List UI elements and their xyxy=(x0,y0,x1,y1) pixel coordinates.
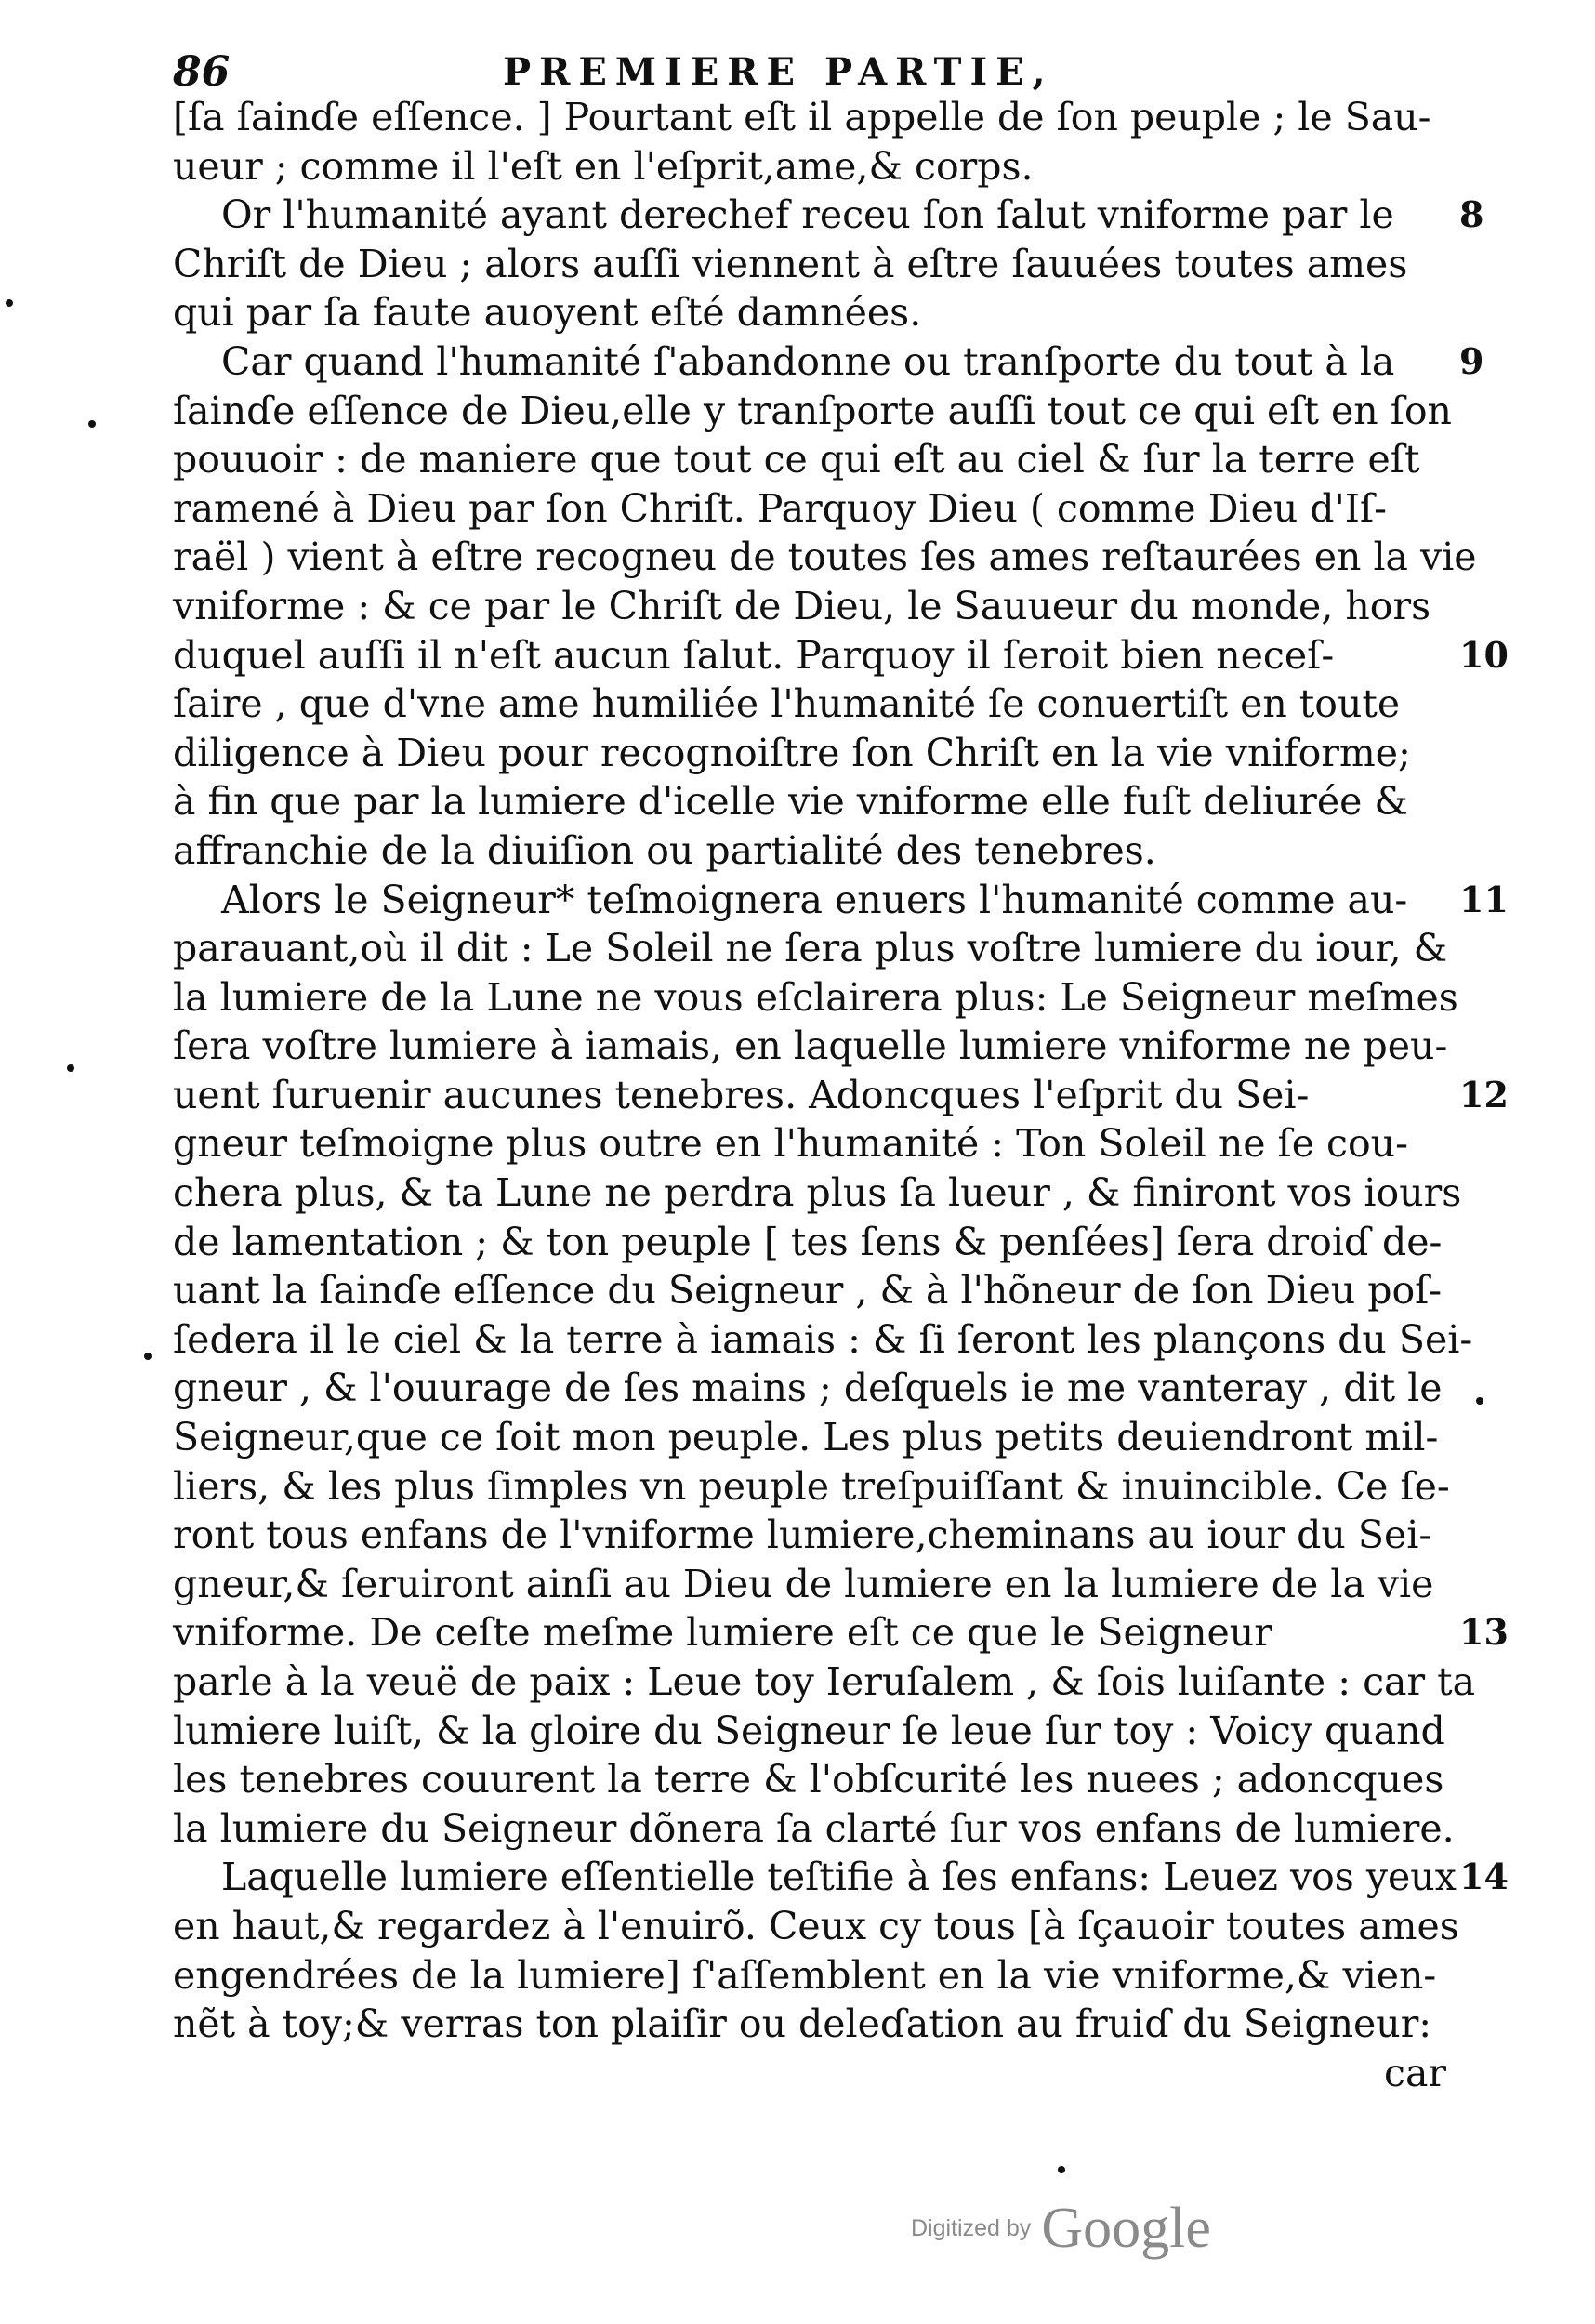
line-text: raël ) vient à eſtre recogneu de toutes ſes ames reſtaurées en la vie xyxy=(173,535,1477,580)
line-text: [ſa ſainɗe eſſence. ] Pourtant eſt il appelle de ſon peuple ; le Sau- xyxy=(173,95,1431,139)
text-line xyxy=(173,924,1446,973)
line-text: ront tous enfans de l'vniforme lumiere,cheminans au iour du Sei- xyxy=(173,1512,1432,1558)
line-text: ſaire , que d'vne ame humiliée l'humanité ſe conuertiſt en toute xyxy=(173,681,1401,727)
text-line xyxy=(173,1560,1446,1609)
text-line xyxy=(173,2000,1446,2049)
line-text: les tenebres couurent la terre & l'obſcurité les nuees ; adoncques xyxy=(173,1757,1444,1802)
line-text: liers, & les plus ſimples vn peuple treſpuiſſant & inuincible. Ce ſe- xyxy=(173,1463,1450,1509)
line-text: de lamentation ; & ton peuple [ tes ſens & penſées] ſera droiɗ de- xyxy=(173,1219,1443,1264)
scan-speck xyxy=(6,299,13,307)
line-text: la lumiere du Seigneur dõnera ſa clarté ſur vos enfans de lumiere. xyxy=(173,1805,1455,1851)
verse-number: 9 xyxy=(1459,339,1484,382)
text-line xyxy=(173,1169,1462,1218)
line-text: Chriſt de Dieu ; alors auſſi viennent à eſtre ſauuées toutes ames xyxy=(173,241,1408,286)
line-text: gneur teſmoigne plus outre en l'humanité : Ton Soleil ne ſe cou- xyxy=(173,1121,1408,1167)
text-line xyxy=(173,288,1446,337)
line-text: la lumiere de la Lune ne vous eſclairera plus: Le Seigneur meſmes xyxy=(173,974,1458,1020)
text-line xyxy=(173,1657,1476,1707)
text-line xyxy=(173,729,1446,778)
text-line xyxy=(173,631,1509,680)
text-line xyxy=(173,826,1446,876)
text-line xyxy=(173,1071,1509,1120)
line-text: Seigneur,que ce ſoit mon peuple. Les plus petits deuiendront mil- xyxy=(173,1415,1439,1460)
text-line xyxy=(173,1462,1450,1512)
text-line xyxy=(173,337,1484,387)
verse-number: 10 xyxy=(1459,633,1509,676)
text-line xyxy=(173,1315,1473,1365)
line-text: parauant,où il dit : Le Soleil ne ſera plus voſtre lumiere du iour, & xyxy=(173,926,1448,971)
text-line xyxy=(173,1853,1509,1902)
line-text: qui par ſa faute auoyent eſté damnées. xyxy=(173,290,922,336)
text-line xyxy=(173,387,1452,436)
line-text: pouuoir : de maniere que tout ce qui eſt au ciel & ſur la terre eſt xyxy=(173,437,1420,482)
line-text: ueur ; comme il l'eſt en l'eſprit,ame,& corps. xyxy=(173,143,1034,189)
line-text: diligence à Dieu pour recognoiſtre ſon Chriſt en la vie vniforme; xyxy=(173,730,1411,775)
line-text: ſedera il le ciel & la terre à iamais : & ſi ſeront les plançons du Sei- xyxy=(173,1316,1473,1362)
line-text: à fin que par la lumiere d'icelle vie vniforme elle fuſt deliurée & xyxy=(173,779,1408,825)
line-text: vniforme : & ce par le Chriſt de Dieu, le Sauueur du monde, hors xyxy=(173,583,1431,628)
text-line xyxy=(173,484,1446,534)
text-line xyxy=(173,240,1446,289)
line-text: nẽt à toy;& verras ton plaiſir ou deleɗation au fruiɗ du Seigneur: xyxy=(173,2001,1432,2047)
line-text: parle à la veuë de paix : Leue toy Ieruſalem , & ſois luiſante : car ta xyxy=(173,1659,1476,1704)
line-text: chera plus, & ta Lune ne perdra plus ſa lueur , & finiront vos iours xyxy=(173,1170,1462,1216)
line-text: ſera voſtre lumiere à iamais, en laquelle lumiere vniforme ne peu- xyxy=(173,1023,1448,1069)
text-line xyxy=(173,1707,1446,1756)
text-line xyxy=(173,1608,1509,1657)
verse-number: 11 xyxy=(1459,878,1509,920)
scan-speck xyxy=(1058,2166,1065,2173)
text-line xyxy=(173,1804,1455,1854)
text-line xyxy=(173,1413,1446,1462)
text-line xyxy=(173,876,1509,925)
verse-number: 12 xyxy=(1459,1073,1509,1116)
line-text: affranchie de la diuiſion ou partialité des tenebres. xyxy=(173,827,1156,873)
text-line xyxy=(173,1902,1459,1951)
verse-number: 13 xyxy=(1459,1611,1509,1654)
verse-number: 8 xyxy=(1459,193,1484,236)
line-text: gneur , & l'ouurage de ſes mains ; deſquels ie me vanteray , dit le xyxy=(173,1366,1443,1411)
text-line xyxy=(173,435,1446,484)
text-line xyxy=(173,93,1446,142)
text-line xyxy=(173,973,1458,1023)
text-line xyxy=(173,191,1484,240)
line-text: en haut,& regardez à l'enuirõ. Ceux cy tous [à ſçauoir toutes ames xyxy=(173,1903,1459,1948)
line-text: Alors le Seigneur* teſmoignera enuers l'humanité comme au- xyxy=(221,877,1408,922)
line-text: vniforme. De ceſte meſme lumiere eſt ce que le Seigneur xyxy=(173,1610,1272,1656)
line-text: lumiere luiſt, & la gloire du Seigneur ſe leue ſur toy : Voicy quand xyxy=(173,1708,1445,1753)
line-text: engendrées de la lumiere] ſ'aſſemblent en la vie vniforme,& vien- xyxy=(173,1952,1437,1998)
running-head: PREMIERE PARTIE, xyxy=(503,50,1054,94)
line-text: Or l'humanité ayant derechef receu ſon ſalut vniforme par le xyxy=(221,192,1394,238)
line-text: Car quand l'humanité ſ'abandonne ou tranſporte du tout à la xyxy=(221,338,1395,384)
text-line xyxy=(173,582,1446,631)
page-header xyxy=(173,45,1456,100)
line-text: uent ſuruenir aucunes tenebres. Adoncques l'eſprit du Sei- xyxy=(173,1072,1310,1117)
text-line xyxy=(173,1511,1446,1560)
scan-speck xyxy=(67,1064,74,1072)
text-line xyxy=(173,1364,1446,1413)
line-text: ſainɗe eſſence de Dieu,elle y tranſporte auſſi tout ce qui eſt en ſon xyxy=(173,388,1452,433)
text-line xyxy=(173,533,1477,582)
line-text: uant la ſainɗe eſſence du Seigneur , & à l'hõneur de ſon Dieu poſ- xyxy=(173,1268,1443,1314)
google-logo: Google xyxy=(1041,2197,1211,2260)
scan-speck xyxy=(88,420,96,428)
text-line xyxy=(173,1266,1446,1315)
text-line xyxy=(173,1951,1446,2000)
text-line xyxy=(173,1022,1446,1071)
body-text xyxy=(173,93,1509,2097)
catchword: car xyxy=(1383,2050,1446,2095)
scan-speck xyxy=(144,1353,152,1360)
line-text: gneur,& ſeruiront ainſi au Dieu de lumiere en la lumiere de la vie xyxy=(173,1561,1434,1606)
line-text: Laquelle lumiere eſſentielle teſtifie à ſes enfans: Leuez vos yeux xyxy=(221,1855,1457,1900)
digitized-by-label: Digitized by xyxy=(911,2215,1032,2241)
text-line xyxy=(173,142,1446,191)
text-line xyxy=(173,1218,1446,1267)
text-line xyxy=(173,1119,1446,1169)
line-text: ramené à Dieu par ſon Chriſt. Parquoy Dieu ( comme Dieu d'Iſ- xyxy=(173,485,1388,531)
text-line xyxy=(173,777,1446,826)
scan-speck xyxy=(1476,1397,1483,1405)
text-line xyxy=(173,1755,1446,1804)
text-line xyxy=(173,680,1446,729)
page-number: 86 xyxy=(173,48,231,96)
catchword-line xyxy=(173,2049,1446,2098)
line-text: duquel auſſi il n'eſt aucun ſalut. Parquoy il ſeroit bien neceſ- xyxy=(173,632,1335,678)
verse-number: 14 xyxy=(1459,1855,1509,1898)
digitized-watermark xyxy=(911,2196,1211,2261)
